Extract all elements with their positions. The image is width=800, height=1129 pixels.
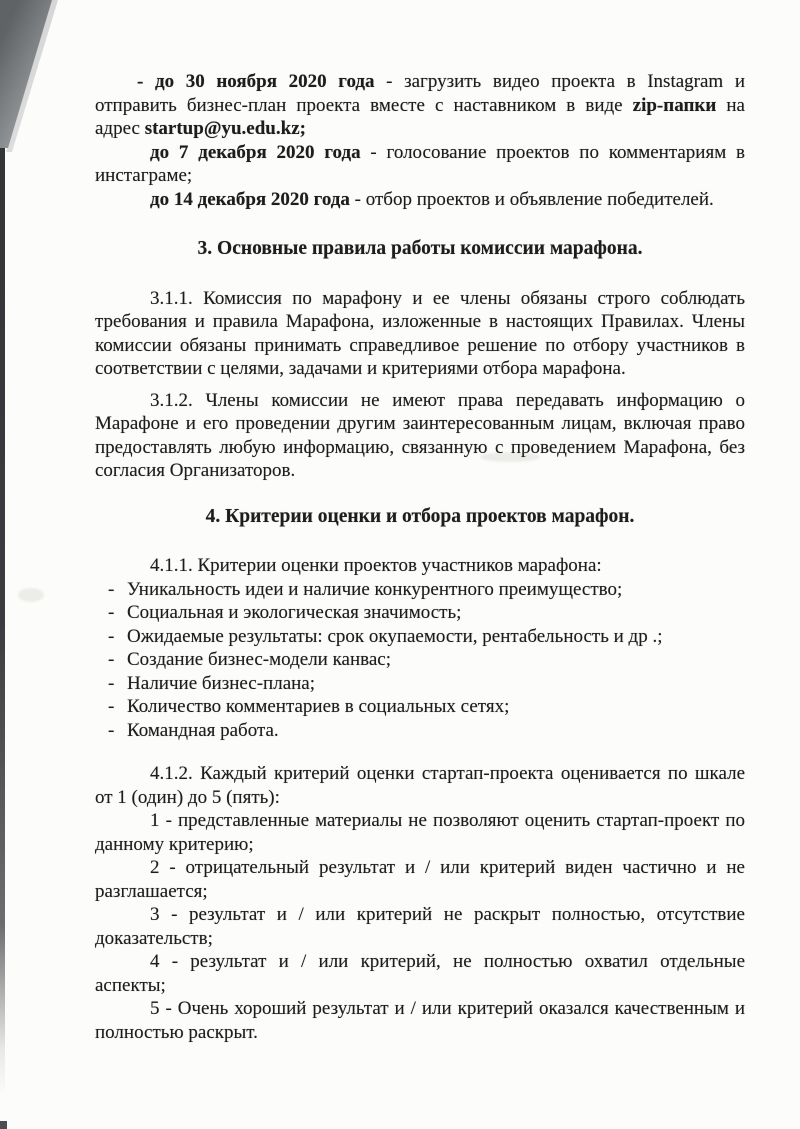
section-3-heading: 3. Основные правила работы комиссии марафона. [197,238,643,259]
paragraph-3-1-2: 3.1.2. Члены комиссии не имеют права передавать информацию о Марафоне и его проведении другим заинтересованным лицам, включая право предоставлять любую информацию, связанную с проведением Марафона, без согласия Организаторов. [95,389,745,481]
scale-item-4: 4 - результат и / или критерий, не полностью охватил отдельные аспекты; [95,951,745,996]
list-item [95,719,745,743]
paragraph-4-1-2: 4.1.2. Каждый критерий оценки стартап-проекта оценивается по шкале от 1 (один) до 5 (пять): [95,763,745,808]
deadline-date: - до 30 ноября 2020 года [137,71,375,92]
bullet-dash: - [108,602,115,623]
list-item [95,578,745,602]
paragraph-deadline-dec14: до 14 декабря 2020 года - отбор проектов и объявление победителей. [150,188,714,210]
criteria-list [95,578,745,743]
list-item-text: Ожидаемые результаты: срок окупаемости, рентабельность и др .; [127,625,663,647]
scale-item-5: 5 - Очень хороший результат и / или критерий оказался качественным и полностью раскрыт. [95,998,745,1043]
list-item [95,648,745,672]
list-item-text: Наличие бизнес-плана; [127,672,316,694]
bullet-dash: - [108,696,115,717]
list-item-text: Создание бизнес-модели канвас; [127,649,392,670]
zip-folder-term: zip-папки [632,94,717,116]
email-address: startup@yu.edu.kz; [144,118,306,139]
scale-item-3: 3 - результат и / или критерий не раскрыт полностью, отсутствие доказательств; [95,904,745,949]
bullet-dash: - [108,649,115,670]
document-content [95,0,745,1044]
scanner-edge-shadow [0,0,5,1129]
list-item [95,672,745,696]
list-item [95,601,745,625]
paragraph-deadline-nov30: - до 30 ноября 2020 года - загрузить видео проекта в Instagram и отправить бизнес-план проекта вместе с наставником в виде zip-папки на адрес startup@yu.edu.kz; [95,71,745,139]
bullet-dash: - [108,719,115,741]
list-item [95,695,745,719]
list-item-text: Уникальность идеи и наличие конкурентного преимущество; [127,578,623,600]
list-item-text: Командная работа. [127,719,279,741]
bullet-dash: - [108,578,115,600]
deadline-date: до 14 декабря 2020 года [150,188,350,210]
paragraph-deadline-dec7: до 7 декабря 2020 года - голосование проектов по комментариям в инстаграме; [95,141,745,186]
bullet-dash: - [108,672,115,694]
list-item-text: Социальная и экологическая значимость; [127,602,462,623]
scan-smudge [18,588,44,602]
paragraph-3-1-1: 3.1.1. Комиссия по марафону и ее члены обязаны строго соблюдать требования и правила Марафона, изложенные в настоящих Правилах. Члены комиссии обязаны принимать справедливое решение по отбору участников в соответствии с целями, задачами и критериями отбора марафона. [95,287,745,379]
list-item [95,625,745,649]
scanner-corner-mark [0,1121,7,1129]
bullet-dash: - [108,625,115,647]
deadline-date: до 7 декабря 2020 года [150,141,361,163]
list-item-text: Количество комментариев в социальных сетях; [127,696,510,717]
section-4-heading: 4. Критерии оценки и отбора проектов марафон. [205,505,635,527]
paragraph-4-1-1: 4.1.1. Критерии оценки проектов участников марафона: [150,555,602,576]
scale-item-1: 1 - представленные материалы не позволяют оценить стартап-проект по данному критерию; [95,810,745,855]
scale-item-2: 2 - отрицательный результат и / или критерий виден частично и не разглашается; [95,857,745,902]
